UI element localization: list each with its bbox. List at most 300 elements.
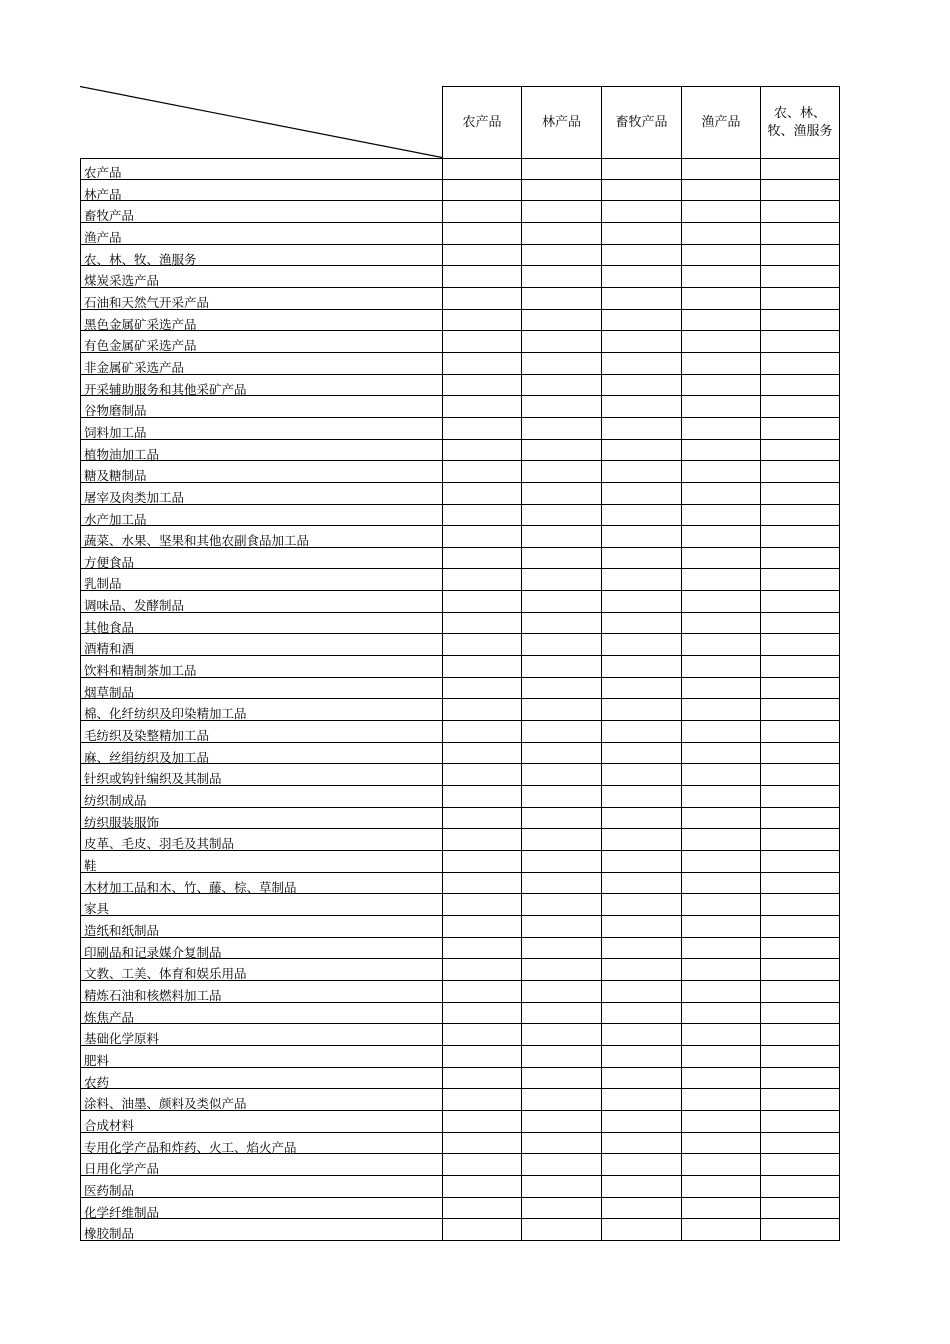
table-cell[interactable]: [521, 1111, 601, 1133]
table-cell[interactable]: [681, 180, 760, 202]
table-cell[interactable]: [760, 786, 840, 808]
table-cell[interactable]: [681, 591, 760, 613]
table-cell[interactable]: [601, 396, 681, 418]
table-cell[interactable]: [521, 916, 601, 938]
table-cell[interactable]: [521, 1024, 601, 1046]
row-label: 蔬菜、水果、坚果和其他农副食品加工品: [80, 526, 442, 548]
table-cell[interactable]: [442, 938, 521, 960]
row-label: 水产加工品: [80, 505, 442, 527]
table-cell[interactable]: [681, 634, 760, 656]
table-cell[interactable]: [760, 743, 840, 765]
table-cell[interactable]: [521, 1154, 601, 1176]
table-cell[interactable]: [681, 959, 760, 981]
table-cell[interactable]: [521, 461, 601, 483]
table-cell[interactable]: [681, 613, 760, 635]
row-label: 非金属矿采选产品: [80, 353, 442, 375]
table-cell[interactable]: [760, 1111, 840, 1133]
table-cell[interactable]: [760, 223, 840, 245]
table-cell[interactable]: [681, 829, 760, 851]
table-cell[interactable]: [681, 894, 760, 916]
table-cell[interactable]: [681, 873, 760, 895]
row-label: 基础化学原料: [80, 1024, 442, 1046]
table-cell[interactable]: [681, 245, 760, 267]
table-cell[interactable]: [681, 483, 760, 505]
table-cell[interactable]: [521, 375, 601, 397]
table-cell[interactable]: [760, 613, 840, 635]
table-cell[interactable]: [760, 894, 840, 916]
table-cell[interactable]: [521, 1198, 601, 1220]
table-cell[interactable]: [521, 396, 601, 418]
table-cell[interactable]: [521, 1046, 601, 1068]
table-cell[interactable]: [521, 591, 601, 613]
table-cell[interactable]: [681, 1089, 760, 1111]
table-cell[interactable]: [681, 288, 760, 310]
table-cell[interactable]: [442, 591, 521, 613]
table-cell[interactable]: [760, 1003, 840, 1025]
row-label: 农、林、牧、渔服务: [80, 245, 442, 267]
table-cell[interactable]: [601, 656, 681, 678]
table-cell[interactable]: [760, 569, 840, 591]
table-row: [80, 483, 840, 505]
table-cell[interactable]: [601, 613, 681, 635]
table-cell[interactable]: [442, 786, 521, 808]
table-row: [80, 1089, 840, 1111]
table-cell[interactable]: [442, 461, 521, 483]
table-cell[interactable]: [521, 158, 601, 180]
table-cell[interactable]: [681, 526, 760, 548]
table-cell[interactable]: [760, 396, 840, 418]
table-cell[interactable]: [601, 959, 681, 981]
table-cell[interactable]: [601, 1068, 681, 1090]
table-cell[interactable]: [681, 1154, 760, 1176]
table-cell[interactable]: [601, 764, 681, 786]
table-cell[interactable]: [681, 266, 760, 288]
table-cell[interactable]: [442, 353, 521, 375]
row-label: 糖及糖制品: [80, 461, 442, 483]
table-cell[interactable]: [521, 656, 601, 678]
table-cell[interactable]: [601, 743, 681, 765]
table-cell[interactable]: [760, 461, 840, 483]
table-cell[interactable]: [521, 288, 601, 310]
table-cell[interactable]: [521, 743, 601, 765]
table-cell[interactable]: [760, 591, 840, 613]
table-cell[interactable]: [442, 721, 521, 743]
table-cell[interactable]: [760, 959, 840, 981]
table-cell[interactable]: [442, 851, 521, 873]
row-label: 酒精和酒: [80, 634, 442, 656]
table-cell[interactable]: [760, 548, 840, 570]
table-cell[interactable]: [442, 634, 521, 656]
table-cell[interactable]: [760, 180, 840, 202]
table-cell[interactable]: [681, 158, 760, 180]
table-cell[interactable]: [601, 1198, 681, 1220]
table-cell[interactable]: [681, 396, 760, 418]
table-cell[interactable]: [521, 699, 601, 721]
table-cell[interactable]: [521, 526, 601, 548]
table-cell[interactable]: [681, 548, 760, 570]
table-cell[interactable]: [442, 894, 521, 916]
table-cell[interactable]: [760, 981, 840, 1003]
table-cell[interactable]: [681, 808, 760, 830]
table-cell[interactable]: [442, 526, 521, 548]
table-cell[interactable]: [601, 1046, 681, 1068]
table-cell[interactable]: [442, 245, 521, 267]
diagonal-header-cell: [80, 86, 442, 158]
table-cell[interactable]: [601, 808, 681, 830]
table-cell[interactable]: [601, 1219, 681, 1241]
table-cell[interactable]: [442, 396, 521, 418]
table-cell[interactable]: [601, 548, 681, 570]
table-row: [80, 1198, 840, 1220]
table-cell[interactable]: [760, 808, 840, 830]
table-cell[interactable]: [601, 526, 681, 548]
table-cell[interactable]: [521, 505, 601, 527]
row-label: 有色金属矿采选产品: [80, 331, 442, 353]
table-cell[interactable]: [521, 721, 601, 743]
table-cell[interactable]: [521, 245, 601, 267]
table-cell[interactable]: [521, 180, 601, 202]
table-cell[interactable]: [442, 656, 521, 678]
table-cell[interactable]: [442, 1068, 521, 1090]
table-cell[interactable]: [760, 1068, 840, 1090]
table-cell[interactable]: [442, 1198, 521, 1220]
column-header-label: 林产品: [541, 114, 581, 130]
table-cell[interactable]: [601, 158, 681, 180]
table-row: [80, 916, 840, 938]
table-cell[interactable]: [442, 1046, 521, 1068]
table-cell[interactable]: [760, 483, 840, 505]
table-cell[interactable]: [442, 829, 521, 851]
table-cell[interactable]: [601, 461, 681, 483]
table-cell[interactable]: [521, 310, 601, 332]
table-cell[interactable]: [442, 1024, 521, 1046]
table-cell[interactable]: [760, 440, 840, 462]
table-cell[interactable]: [681, 916, 760, 938]
table-cell[interactable]: [442, 418, 521, 440]
table-cell[interactable]: [681, 461, 760, 483]
table-cell[interactable]: [681, 721, 760, 743]
table-cell[interactable]: [521, 959, 601, 981]
table-cell[interactable]: [681, 764, 760, 786]
table-cell[interactable]: [601, 1003, 681, 1025]
table-cell[interactable]: [442, 1219, 521, 1241]
table-cell[interactable]: [442, 223, 521, 245]
table-header: [80, 86, 840, 158]
table-row: [80, 851, 840, 873]
table-cell[interactable]: [681, 1068, 760, 1090]
table-cell[interactable]: [601, 1089, 681, 1111]
table-cell[interactable]: [760, 829, 840, 851]
table-cell[interactable]: [521, 764, 601, 786]
table-cell[interactable]: [681, 786, 760, 808]
table-cell[interactable]: [681, 353, 760, 375]
table-cell[interactable]: [442, 1003, 521, 1025]
table-cell[interactable]: [760, 873, 840, 895]
table-cell[interactable]: [521, 678, 601, 700]
table-row: [80, 310, 840, 332]
table-cell[interactable]: [760, 721, 840, 743]
table-cell[interactable]: [681, 1176, 760, 1198]
table-cell[interactable]: [760, 353, 840, 375]
table-cell[interactable]: [681, 505, 760, 527]
table-cell[interactable]: [442, 1089, 521, 1111]
table-cell[interactable]: [760, 634, 840, 656]
table-cell[interactable]: [521, 808, 601, 830]
table-cell[interactable]: [601, 699, 681, 721]
table-row: [80, 1046, 840, 1068]
table-cell[interactable]: [442, 613, 521, 635]
table-row: [80, 938, 840, 960]
table-cell[interactable]: [760, 288, 840, 310]
table-row: [80, 591, 840, 613]
table-cell[interactable]: [760, 678, 840, 700]
table-cell[interactable]: [681, 1219, 760, 1241]
table-row: [80, 1003, 840, 1025]
row-label: 合成材料: [80, 1111, 442, 1133]
row-label: 医药制品: [80, 1176, 442, 1198]
table-cell[interactable]: [760, 331, 840, 353]
table-cell[interactable]: [442, 873, 521, 895]
table-row: [80, 1111, 840, 1133]
table-cell[interactable]: [442, 483, 521, 505]
table-cell[interactable]: [601, 873, 681, 895]
table-cell[interactable]: [442, 158, 521, 180]
table-row: [80, 245, 840, 267]
table-cell[interactable]: [521, 1089, 601, 1111]
table-cell[interactable]: [442, 959, 521, 981]
table-cell[interactable]: [442, 180, 521, 202]
table-cell[interactable]: [442, 764, 521, 786]
table-cell[interactable]: [442, 916, 521, 938]
table-cell[interactable]: [760, 310, 840, 332]
table-cell[interactable]: [760, 526, 840, 548]
table-cell[interactable]: [601, 1176, 681, 1198]
table-cell[interactable]: [521, 938, 601, 960]
table-cell[interactable]: [601, 829, 681, 851]
table-cell[interactable]: [681, 569, 760, 591]
table-cell[interactable]: [760, 375, 840, 397]
row-label: 其他食品: [80, 613, 442, 635]
table-cell[interactable]: [442, 808, 521, 830]
table-cell[interactable]: [601, 245, 681, 267]
table-cell[interactable]: [442, 1111, 521, 1133]
table-cell[interactable]: [681, 1111, 760, 1133]
table-row: [80, 396, 840, 418]
table-cell[interactable]: [601, 1024, 681, 1046]
table-cell[interactable]: [442, 440, 521, 462]
table-cell[interactable]: [681, 418, 760, 440]
table-cell[interactable]: [760, 505, 840, 527]
table-cell[interactable]: [442, 375, 521, 397]
table-cell[interactable]: [521, 223, 601, 245]
table-cell[interactable]: [601, 916, 681, 938]
table-cell[interactable]: [601, 786, 681, 808]
row-label: 方便食品: [80, 548, 442, 570]
table-cell[interactable]: [442, 331, 521, 353]
table-cell[interactable]: [760, 1198, 840, 1220]
table-cell[interactable]: [442, 548, 521, 570]
table-cell[interactable]: [521, 201, 601, 223]
table-cell[interactable]: [760, 1046, 840, 1068]
table-cell[interactable]: [442, 201, 521, 223]
table-cell[interactable]: [521, 266, 601, 288]
table-cell[interactable]: [760, 418, 840, 440]
table-cell[interactable]: [601, 591, 681, 613]
table-cell[interactable]: [521, 1068, 601, 1090]
table-cell[interactable]: [760, 245, 840, 267]
table-cell[interactable]: [681, 375, 760, 397]
table-cell[interactable]: [760, 1219, 840, 1241]
table-row: [80, 223, 840, 245]
table-cell[interactable]: [681, 1046, 760, 1068]
table-cell[interactable]: [521, 353, 601, 375]
table-cell[interactable]: [601, 634, 681, 656]
table-cell[interactable]: [442, 981, 521, 1003]
table-cell[interactable]: [521, 1003, 601, 1025]
table-cell[interactable]: [760, 1133, 840, 1155]
table-cell[interactable]: [760, 201, 840, 223]
table-cell[interactable]: [521, 548, 601, 570]
table-row: [80, 1133, 840, 1155]
table-cell[interactable]: [601, 331, 681, 353]
table-cell[interactable]: [442, 743, 521, 765]
table-cell[interactable]: [601, 440, 681, 462]
table-cell[interactable]: [760, 916, 840, 938]
table-cell[interactable]: [601, 678, 681, 700]
row-label: 开采辅助服务和其他采矿产品: [80, 375, 442, 397]
table-cell[interactable]: [681, 1003, 760, 1025]
table-cell[interactable]: [601, 1111, 681, 1133]
table-cell[interactable]: [442, 1176, 521, 1198]
table-cell[interactable]: [442, 266, 521, 288]
table-cell[interactable]: [681, 699, 760, 721]
table-cell[interactable]: [521, 418, 601, 440]
table-cell[interactable]: [521, 851, 601, 873]
table-cell[interactable]: [760, 266, 840, 288]
row-label: 文教、工美、体育和娱乐用品: [80, 959, 442, 981]
table-cell[interactable]: [601, 894, 681, 916]
table-cell[interactable]: [681, 678, 760, 700]
table-cell[interactable]: [760, 938, 840, 960]
table-cell[interactable]: [681, 1024, 760, 1046]
table-cell[interactable]: [760, 851, 840, 873]
table-cell[interactable]: [521, 440, 601, 462]
table-cell[interactable]: [760, 158, 840, 180]
table-row: [80, 721, 840, 743]
table-cell[interactable]: [601, 938, 681, 960]
table-cell[interactable]: [760, 1176, 840, 1198]
table-cell[interactable]: [760, 1024, 840, 1046]
table-cell[interactable]: [681, 331, 760, 353]
row-label: 棉、化纤纺织及印染精加工品: [80, 699, 442, 721]
table-cell[interactable]: [521, 894, 601, 916]
table-cell[interactable]: [601, 721, 681, 743]
table-cell[interactable]: [760, 656, 840, 678]
table-cell[interactable]: [681, 201, 760, 223]
table-row: [80, 505, 840, 527]
table-cell[interactable]: [442, 505, 521, 527]
row-label: 石油和天然气开采产品: [80, 288, 442, 310]
table-cell[interactable]: [681, 1133, 760, 1155]
table-cell[interactable]: [442, 569, 521, 591]
table-cell[interactable]: [681, 743, 760, 765]
table-cell[interactable]: [601, 288, 681, 310]
table-cell[interactable]: [601, 310, 681, 332]
table-row: [80, 1176, 840, 1198]
table-row: [80, 331, 840, 353]
table-cell[interactable]: [521, 613, 601, 635]
table-cell[interactable]: [521, 829, 601, 851]
table-cell[interactable]: [681, 656, 760, 678]
table-row: [80, 1154, 840, 1176]
table-cell[interactable]: [601, 266, 681, 288]
column-header: [760, 86, 840, 158]
table-cell[interactable]: [521, 634, 601, 656]
row-label: 麻、丝绢纺织及加工品: [80, 743, 442, 765]
table-cell[interactable]: [521, 873, 601, 895]
table-cell[interactable]: [681, 223, 760, 245]
table-cell[interactable]: [521, 569, 601, 591]
table-cell[interactable]: [601, 180, 681, 202]
table-cell[interactable]: [442, 1154, 521, 1176]
table-cell[interactable]: [681, 851, 760, 873]
table-cell[interactable]: [601, 981, 681, 1003]
table-row: [80, 873, 840, 895]
table-cell[interactable]: [601, 375, 681, 397]
row-label: 植物油加工品: [80, 440, 442, 462]
row-label: 渔产品: [80, 223, 442, 245]
table-cell[interactable]: [681, 440, 760, 462]
table-cell[interactable]: [521, 1133, 601, 1155]
table-cell[interactable]: [521, 331, 601, 353]
table-cell[interactable]: [760, 1089, 840, 1111]
table-row: [80, 1024, 840, 1046]
table-cell[interactable]: [442, 678, 521, 700]
table-cell[interactable]: [601, 851, 681, 873]
table-cell[interactable]: [601, 505, 681, 527]
table-cell[interactable]: [601, 1154, 681, 1176]
table-cell[interactable]: [681, 981, 760, 1003]
table-row: [80, 764, 840, 786]
table-cell[interactable]: [442, 288, 521, 310]
table-cell[interactable]: [601, 418, 681, 440]
table-cell[interactable]: [601, 1133, 681, 1155]
table-cell[interactable]: [601, 353, 681, 375]
table-cell[interactable]: [760, 764, 840, 786]
table-cell[interactable]: [521, 483, 601, 505]
table-cell[interactable]: [442, 1133, 521, 1155]
table-cell[interactable]: [601, 201, 681, 223]
row-label: 饲料加工品: [80, 418, 442, 440]
table-cell[interactable]: [601, 569, 681, 591]
table-cell[interactable]: [681, 1198, 760, 1220]
table-cell[interactable]: [442, 699, 521, 721]
table-cell[interactable]: [521, 1176, 601, 1198]
table-cell[interactable]: [681, 310, 760, 332]
table-row: [80, 808, 840, 830]
table-cell[interactable]: [760, 1154, 840, 1176]
table-cell[interactable]: [442, 310, 521, 332]
table-cell[interactable]: [601, 483, 681, 505]
table-cell[interactable]: [521, 786, 601, 808]
table-cell[interactable]: [601, 223, 681, 245]
table-cell[interactable]: [521, 981, 601, 1003]
table-cell[interactable]: [760, 699, 840, 721]
table-cell[interactable]: [681, 938, 760, 960]
table-cell[interactable]: [521, 1219, 601, 1241]
table-row: [80, 569, 840, 591]
row-label: 屠宰及肉类加工品: [80, 483, 442, 505]
